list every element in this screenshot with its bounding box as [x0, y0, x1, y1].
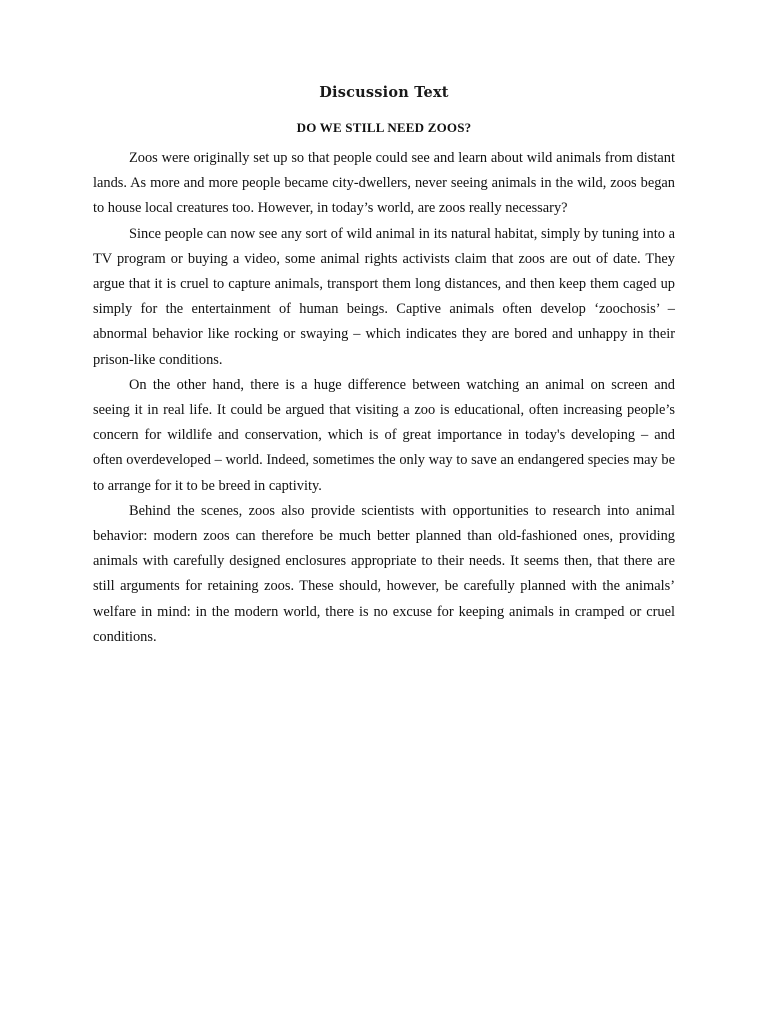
- document-page: [93, 84, 675, 650]
- paragraph-for: On the other hand, there is a huge difference between watching an animal on screen and seeing it in real life. It could be argued that visiting a zoo is educational, often increasing people’s concern for wildlife and conservation, which is of great importance in today's developing – and often overdeveloped – world. Indeed, sometimes the only way to save an endangered species may be to arrange for it to be breed in captivity.: [93, 376, 675, 494]
- document-title: Discussion Text: [319, 84, 449, 101]
- paragraph-against: Since people can now see any sort of wild animal in its natural habitat, simply by tuning into a TV program or buying a video, some animal rights activists claim that zoos are out of date. They argue that it is cruel to capture animals, transport them long distances, and then keep them caged up simply for the entertainment of human beings. Captive animals often develop ‘zoochosis’ – abnormal behavior like rocking or swaying – which indicates they are bored and unhappy in their prison-like conditions.: [93, 225, 675, 368]
- paragraph-intro: Zoos were originally set up so that people could see and learn about wild animals from distant lands. As more and more people became city-dwellers, never seeing animals in the wild, zoos began to house local creatures too. However, in today’s world, are zoos really necessary?: [93, 150, 675, 217]
- document-subtitle: DO WE STILL NEED ZOOS?: [296, 120, 472, 135]
- paragraph-conclusion: Behind the scenes, zoos also provide scientists with opportunities to research into animal behavior: modern zoos can therefore be much better planned than old-fashioned ones, providing animals with carefully designed enclosures appropriate to their needs. It seems then, that there are still arguments for retaining zoos. These should, however, be carefully planned with the animals’ welfare in mind: in the modern world, there is no excuse for keeping animals in cramped or cruel conditions.: [93, 502, 675, 645]
